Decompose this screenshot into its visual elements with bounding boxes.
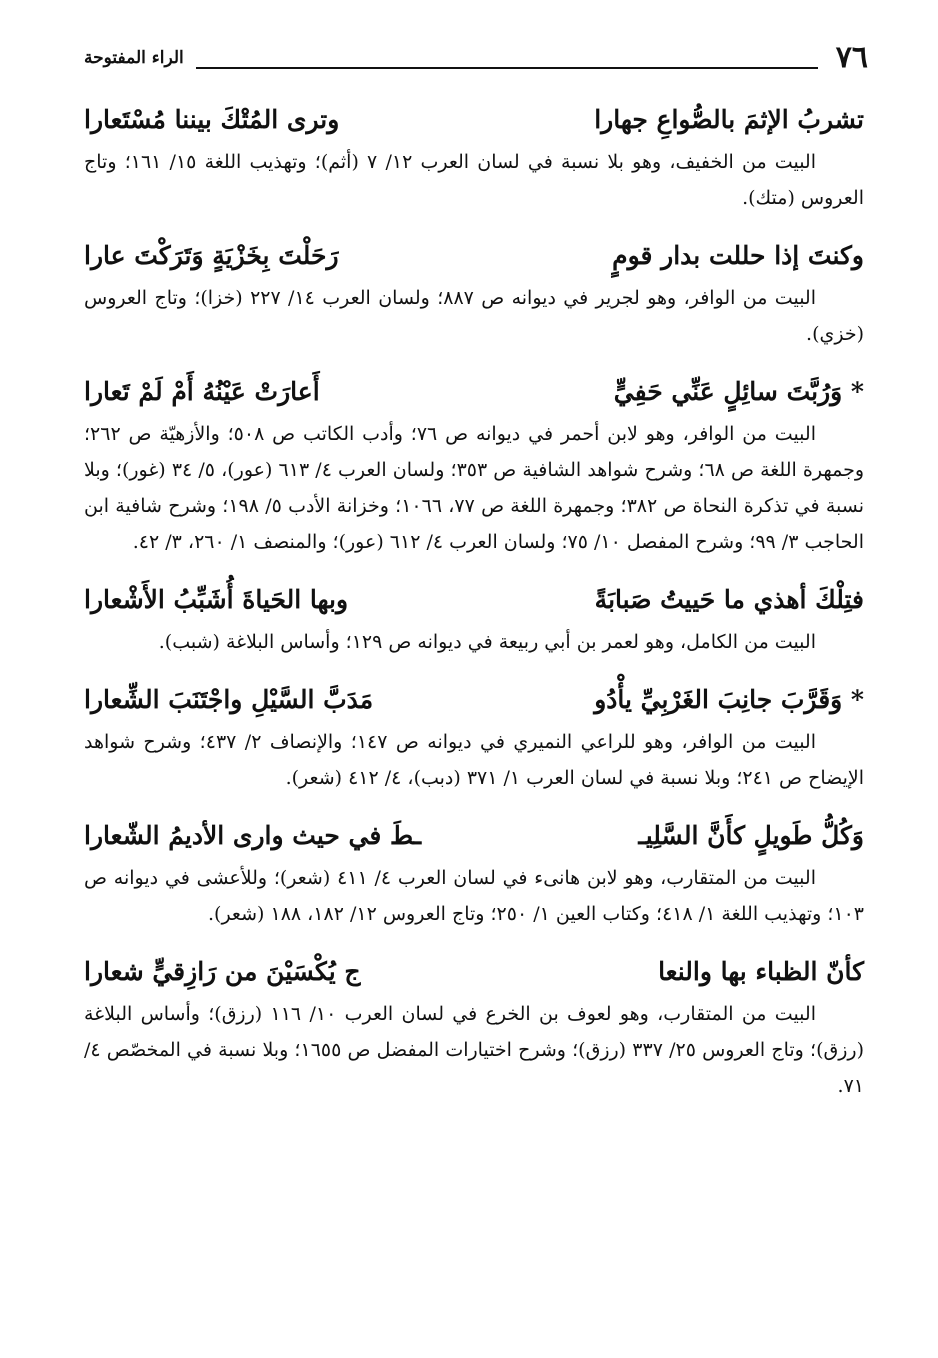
first-hemistich: فتِلْكَ أهذي ما حَييتُ صَبابَةً [594,585,864,614]
citation-note: البيت من الوافر، وهو لجرير في ديوانه ص ٨٨٧؛ ولسان العرب ١٤/ ٢٢٧ (خزا)؛ وتاج العروس (خزي). [84,287,864,345]
verse-line [84,812,864,860]
verse-line [84,576,864,624]
verse-entry [84,676,864,796]
first-hemistich: * وَرُبَّتَ سائِلٍ عَنِّي حَفِيٍّ [613,377,864,406]
second-hemistich: وترى المُتْكَ بيننا مُسْتَعارا [84,105,340,134]
verse-line [84,368,864,416]
page-number: ٧٦ [835,40,868,75]
second-hemistich: ج يُكْسَيْنَ من رَازِقيٍّ شعارا [84,957,361,986]
verse-entry [84,948,864,1104]
verse-line [84,96,864,144]
citation-note: البيت من الوافر، وهو للراعي النميري في ديوانه ص ١٤٧؛ والإنصاف ٢/ ٤٣٧؛ وشرح شواهد الإيضاح ص ٢٤١؛ وبلا نسبة في لسان العرب ١/ ٣٧١ (دبب)، ٤/ ٤١٢ (شعر). [84,731,864,789]
second-hemistich: رَحَلْتَ بِخَزْيَةٍ وَتَرَكْتَ عارا [84,241,339,270]
verse-entry [84,368,864,560]
page-header [84,40,868,80]
first-hemistich: وكنتَ إذا حللت بدار قومٍ [612,241,864,270]
header-rule [196,67,818,69]
first-hemistich: كأنّ الظباء بها والنعا [658,957,864,986]
verse-line [84,232,864,280]
verse-entry [84,96,864,216]
citation-note: البيت من الكامل، وهو لعمر بن أبي ربيعة في ديوانه ص ١٢٩؛ وأساس البلاغة (شبب). [158,631,816,653]
verse-entry [84,576,864,660]
verse-line [84,948,864,996]
first-hemistich: وَكُلُّ طَويلٍ كأَنَّ السَّلِيـ [638,821,864,850]
verse-line [84,676,864,724]
second-hemistich: ـطَ في حيث وارى الأديمُ الشّعارا [84,821,422,850]
running-title: الراء المفتوحة [84,48,184,68]
citation-note: البيت من المتقارب، وهو لعوف بن الخرع في لسان العرب ١٠/ ١١٦ (رزق)؛ وأساس البلاغة (رزق)؛ وتاج العروس ٢٥/ ٣٣٧ (رزق)؛ وشرح اختيارات المفضل ص ١٦٥٥؛ وبلا نسبة في المخصّص ٤/ ٧١. [84,1003,864,1097]
page-content [84,96,864,1120]
second-hemistich: وبها الحَياةَ أُشَبِّبُ الأَشْعارا [84,585,349,614]
first-hemistich: * وَقَرَّبَ جانِبَ الغَرْبِيِّ يأْدُو [594,685,864,714]
second-hemistich: أَعارَتْ عَيْنُهُ أَمْ لَمْ تَعارا [84,377,320,406]
first-hemistich: تشربُ الإثمَ بالصُّواعِ جهارا [594,105,864,134]
citation-note: البيت من المتقارب، وهو لابن هانىء في لسان العرب ٤/ ٤١١ (شعر)؛ وللأعشى في ديوانه ص ١٠٣؛ وتهذيب اللغة ١/ ٤١٨؛ وكتاب العين ١/ ٢٥٠؛ وتاج العروس ١٢/ ١٨٢، ١٨٨ (شعر). [84,867,864,925]
citation-note: البيت من الوافر، وهو لابن أحمر في ديوانه ص ٧٦؛ وأدب الكاتب ص ٥٠٨؛ والأزهيّة ص ٢٦٢؛ وجمهرة اللغة ص ٦٨؛ وشرح شواهد الشافية ص ٣٥٣؛ ولسان العرب ٤/ ٦١٣ (عور)، ٥/ ٣٤ (غور)؛ وبلا نسبة في تذكرة النحاة ص ٣٨٢؛ وجمهرة اللغة ص ٧٧، ١٠٦٦؛ وخزانة الأدب ٥/ ١٩٨؛ وشرح شافية ابن الحاجب ٣/ ٩٩؛ وشرح المفصل ١٠/ ٧٥؛ ولسان العرب ٤/ ٦١٢ (عور)؛ والمنصف ١/ ٢٦٠، ٣/ ٤٢. [84,423,865,553]
second-hemistich: مَدَبَّ السَّيْلِ واجْتَنَبَ الشِّعارا [84,685,374,714]
verse-entry [84,232,864,352]
verse-entry [84,812,864,932]
citation-note: البيت من الخفيف، وهو بلا نسبة في لسان العرب ١٢/ ٧ (أثم)؛ وتهذيب اللغة ١٥/ ١٦١؛ وتاج العروس (متك). [84,151,864,209]
